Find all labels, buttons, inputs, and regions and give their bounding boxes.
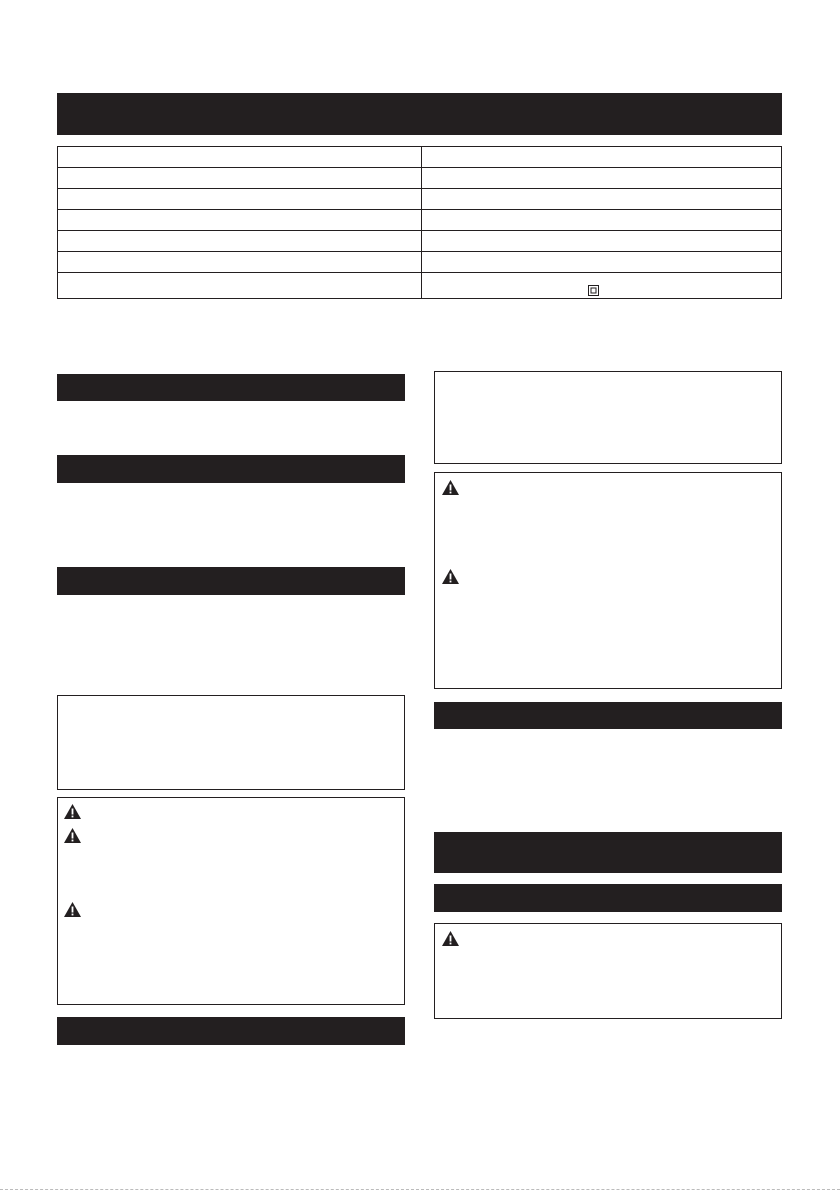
section-header-left-3 xyxy=(57,567,405,595)
warning-triangle-icon xyxy=(63,901,82,918)
spec-value xyxy=(422,168,782,189)
table-row xyxy=(58,231,782,252)
warning-triangle-icon xyxy=(63,827,82,844)
section-header-left-1 xyxy=(57,374,405,401)
specifications-table xyxy=(57,146,782,299)
warning-triangle-icon xyxy=(441,568,460,585)
spec-label xyxy=(58,252,422,273)
section-header-left-4 xyxy=(57,1017,405,1045)
page-title-bar xyxy=(57,93,782,135)
spec-label xyxy=(58,273,422,299)
spec-value xyxy=(422,273,782,299)
spec-value xyxy=(422,252,782,273)
spec-value xyxy=(422,231,782,252)
spec-label xyxy=(58,189,422,210)
section-header-right-3 xyxy=(434,884,782,912)
note-box-left xyxy=(57,695,405,790)
warning-box-right-2 xyxy=(434,923,782,1019)
warning-box-right xyxy=(434,472,782,689)
table-row xyxy=(58,273,782,299)
section-header-left-2 xyxy=(57,455,405,483)
spec-label xyxy=(58,168,422,189)
double-insulation-icon xyxy=(588,285,599,296)
spec-label xyxy=(58,210,422,231)
spec-value xyxy=(422,189,782,210)
note-box-right xyxy=(434,371,782,464)
table-row xyxy=(58,210,782,231)
warning-box-left xyxy=(57,797,405,1005)
spec-value xyxy=(422,210,782,231)
spec-label xyxy=(58,147,422,168)
page-edge-divider xyxy=(0,1189,840,1190)
table-row xyxy=(58,189,782,210)
table-row xyxy=(58,252,782,273)
spec-label xyxy=(58,231,422,252)
section-header-right-1 xyxy=(434,702,782,729)
spec-value xyxy=(422,147,782,168)
table-row xyxy=(58,168,782,189)
warning-triangle-icon xyxy=(441,479,460,496)
warning-triangle-icon xyxy=(441,930,460,947)
warning-triangle-icon xyxy=(63,803,82,820)
table-row xyxy=(58,147,782,168)
section-header-right-2 xyxy=(434,832,782,873)
